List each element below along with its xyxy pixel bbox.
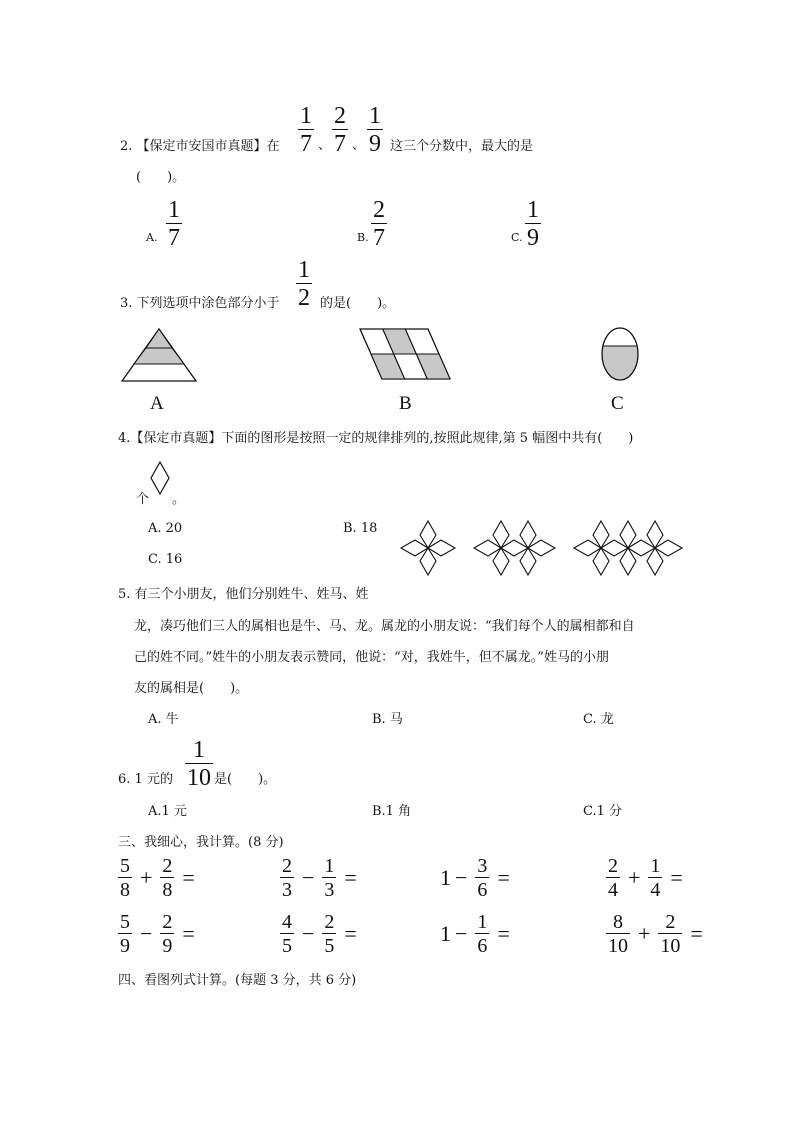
q2-prefix: 2. 【保定市安国市真题】在: [120, 139, 280, 154]
q4-pattern-figure-3: [574, 521, 682, 575]
q4-pattern-figures: [398, 520, 694, 582]
q3-label-b: B: [399, 393, 412, 414]
q2-option-b-label: B.: [357, 231, 369, 244]
q3-figure-c-oval: [600, 327, 644, 383]
section-3-title: 三、我细心，我计算。(8 分): [118, 835, 284, 850]
q2-option-a-fraction: 1 7: [168, 197, 180, 251]
q4-text: 4.【保定市真题】下面的图形是按照一定的规律排列的,按照此规律,第 5 幅图中共有( ): [118, 431, 634, 446]
calc-1-1: $\frac{5}{8}$ + $\frac{2}{8}$ =: [120, 855, 195, 901]
q4-pattern-figure-1: [401, 521, 455, 575]
q3-label-a: A: [150, 393, 164, 414]
calc-1-3: 1 − $\frac{3}{6}$ =: [440, 855, 510, 901]
q2-option-c-fraction: 1 9: [527, 197, 539, 251]
q6-option-c: C.1 分: [583, 804, 623, 819]
q2-answer-blank: ( )。: [136, 170, 186, 185]
q2-fraction-3: 1 9: [369, 103, 381, 157]
q2-option-a-label: A.: [146, 231, 158, 244]
q6-option-a: A.1 元: [148, 804, 187, 819]
q3-figure-a-triangle: [120, 326, 200, 386]
q3-figure-b-parallelogram: [358, 327, 454, 383]
q5-line-2: 龙，凑巧他们三人的属相也是牛、马、龙。属龙的小朋友说：“我们每个人的属相都和自: [134, 619, 635, 634]
calc-2-3: 1 − $\frac{1}{6}$ =: [440, 911, 510, 957]
q5-line-3: 己的姓不同。”姓牛的小朋友表示赞同，他说：“对，我姓牛，但不属龙。”姓马的小朋: [134, 650, 609, 665]
q5-option-c: C. 龙: [583, 712, 614, 727]
q3-prefix: 3. 下列选项中涂色部分小于: [120, 296, 280, 311]
q4-option-c: C. 16: [148, 552, 183, 567]
q5-option-a: A. 牛: [148, 712, 179, 727]
q2-separator: 、: [318, 138, 332, 153]
q5-line-1: 5. 有三个小朋友，他们分别姓牛、姓马、姓: [118, 587, 369, 602]
q2-fraction-1: 1 7: [300, 103, 312, 157]
q5-line-4: 友的属相是( )。: [134, 681, 249, 696]
q3-fraction: 1 2: [298, 257, 310, 311]
q4-option-a: A. 20: [148, 521, 183, 536]
q3-suffix: 的是( )。: [320, 296, 396, 311]
q6-option-b: B.1 角: [372, 804, 412, 819]
q6-suffix: 是( )。: [214, 772, 277, 787]
q4-unit-prefix: 个: [136, 492, 150, 507]
q6-fraction: 1 10: [187, 737, 211, 791]
calc-1-2: $\frac{2}{3}$ − $\frac{1}{3}$ =: [282, 855, 357, 901]
calc-2-1: $\frac{5}{9}$ − $\frac{2}{9}$ =: [120, 911, 195, 957]
q6-prefix: 6. 1 元的: [118, 772, 173, 787]
q2-separator: 、: [352, 138, 366, 153]
q2-option-b-fraction: 2 7: [373, 197, 385, 251]
calc-1-4: $\frac{2}{4}$ + $\frac{1}{4}$ =: [608, 855, 683, 901]
q4-option-b: B. 18: [343, 521, 378, 536]
calc-2-4: $\frac{8}{10}$ + $\frac{2}{10}$ =: [608, 911, 703, 957]
rhombus-icon: [150, 460, 172, 498]
q2-option-c-label: C.: [511, 231, 523, 244]
q2-suffix: 这三个分数中，最大的是: [390, 139, 534, 154]
calc-2-2: $\frac{4}{5}$ − $\frac{2}{5}$ =: [282, 911, 357, 957]
section-4-title: 四、看图列式计算。(每题 3 分，共 6 分): [118, 973, 357, 988]
q2-fraction-2: 2 7: [334, 103, 346, 157]
q4-unit-suffix: 。: [172, 492, 186, 507]
q3-label-c: C: [611, 393, 624, 414]
q5-option-b: B. 马: [372, 712, 403, 727]
q4-pattern-figure-2: [474, 521, 555, 575]
